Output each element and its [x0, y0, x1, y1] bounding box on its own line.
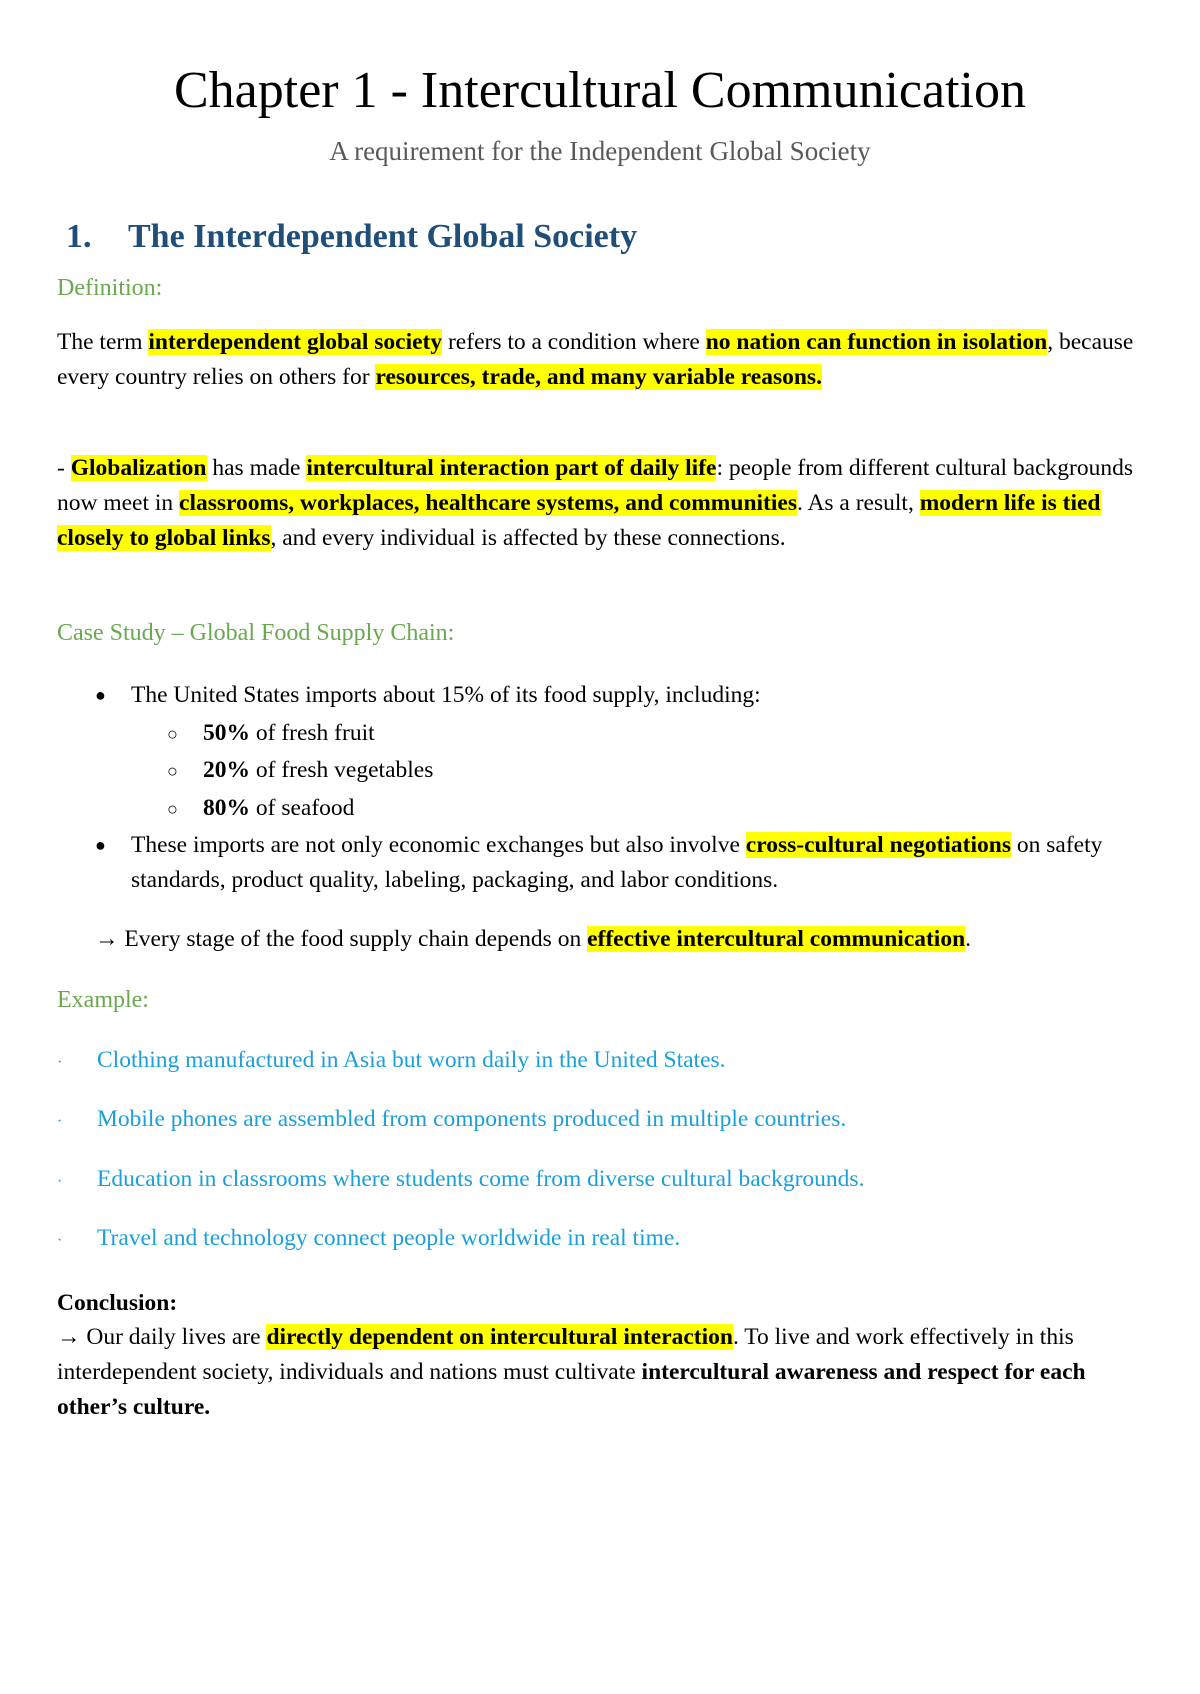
conclusion-label: Conclusion: [57, 1290, 178, 1316]
circle-bullet-icon: ○ [167, 724, 178, 744]
highlight: interdependent global society [148, 329, 443, 355]
case-study-sub-item: ○ 20% of fresh vegetables [167, 753, 1067, 789]
highlight: Globalization [70, 455, 207, 481]
conclusion-paragraph: → Our daily lives are directly dependent on intercultural interaction. To live and work effectively in this interdependent society, individuals and nations must cultivate intercultural awareness and respect for each other’s culture. [57, 1324, 1086, 1420]
definition-paragraph-2: - Globalization has made intercultural interaction part of daily life: people from different cultural backgrounds now meet in classrooms, workplaces, healthcare systems, and communities. As a result, modern life is tied closely to global links, and every individual is affected by these connections. [57, 455, 1134, 551]
middle-dot-icon: · [57, 1232, 63, 1249]
section-heading-text: The Interdependent Global Society [128, 218, 638, 255]
circle-bullet-icon: ○ [167, 761, 178, 781]
case-study-sub-item: ○ 50% of fresh fruit [167, 716, 1067, 752]
middle-dot-icon: · [57, 1173, 63, 1190]
section-number: 1. [66, 218, 92, 255]
page-subtitle: A requirement for the Independent Global Society [329, 136, 871, 166]
bullet-icon: ● [95, 835, 106, 855]
case-study-arrow-line: → Every stage of the food supply chain depends on effective intercultural communication. [95, 926, 972, 952]
highlight: no nation can function in isolation [705, 329, 1048, 355]
highlight: directly dependent on intercultural interaction [266, 1324, 733, 1350]
example-item: · Travel and technology connect people worldwide in real time. [57, 1221, 1147, 1258]
highlight: intercultural interaction part of daily life [306, 455, 717, 481]
middle-dot-icon: · [57, 1054, 63, 1071]
example-item: · Education in classrooms where students come from diverse cultural backgrounds. [57, 1162, 1147, 1199]
example-label: Example: [57, 987, 149, 1013]
highlight: classrooms, workplaces, healthcare systems, and communities [179, 490, 797, 516]
case-study-label: Case Study – Global Food Supply Chain: [57, 620, 455, 646]
example-item: · Mobile phones are assembled from components produced in multiple countries. [57, 1102, 1147, 1139]
bullet-icon: ● [95, 685, 106, 705]
definition-paragraph-1: The term interdependent global society refers to a condition where no nation can function in isolation, because every country relies on others for resources, trade, and many variable reasons. [57, 329, 1134, 390]
case-study-sub-item: ○ 80% of seafood [167, 791, 1067, 827]
middle-dot-icon: · [57, 1113, 63, 1130]
definition-label: Definition: [57, 275, 163, 301]
section-heading [66, 216, 637, 258]
highlight: modern life is tied closely to global links [57, 490, 1101, 551]
highlight: effective intercultural communication [587, 926, 966, 952]
page-title: Chapter 1 - Intercultural Communication [174, 62, 1026, 119]
highlight: resources, trade, and many variable reasons. [375, 364, 822, 390]
highlight: cross-cultural negotiations [745, 832, 1012, 858]
document-page: Chapter 1 - Intercultural Communication A requirement for the Independent Global Society 1. The Interdependent Global Society Definition: The term interdependent global society refers to a condition where no nation can function in isolation, because every country relies on others for resources, trade, and many variable reasons. - Globalization has made intercultural interaction part of daily life: people from different cultural backgrounds now meet in classrooms, workplaces, healthcare systems, and communities. As a result, modern life is tied closely to global links, and every individual is affected by these connections. Case Study – Global Food Supply Chain: ● The United States imports about 15% of its food supply, including: ○ 50% of fresh fruit ○ 20% of fresh vegetables ○ 80% of seafood ● These imports are not only economic exchanges but also involve cross-cultural negotiations on safety standards, product quality, labeling, packaging, and labor conditions. → Every stage of the food supply chain depends on effective intercultural communication. Example: · Clothing manufactured in Asia but worn daily in the United States. · Mobile phones are assembled from components produced in multiple countries. · Education in classrooms where students come from diverse cultural backgrounds. · Travel and technology connect people worldwide in real time. Conclusion: → Our daily lives are directly dependent on intercultural interaction. To live and work effectively in this interdependent society, individuals and nations must cultivate intercultural awareness and respect for each other’s culture. [0, 0, 1200, 1694]
example-item: · Clothing manufactured in Asia but worn daily in the United States. [57, 1043, 1147, 1080]
circle-bullet-icon: ○ [167, 799, 178, 819]
